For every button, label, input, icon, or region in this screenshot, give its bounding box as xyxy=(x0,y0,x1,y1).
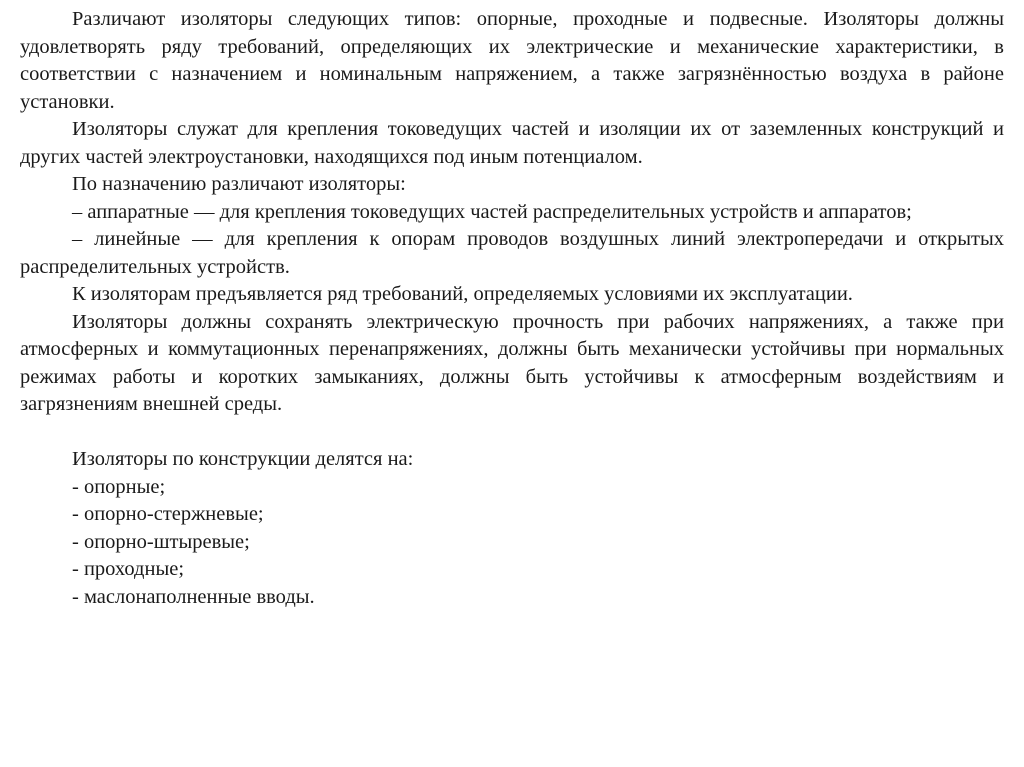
construction-item-support: - опорные; xyxy=(72,475,166,498)
paragraph-insulator-types: Различают изоляторы следующих типов: опорные, проходные и подвесные. Изоляторы должны удовлетворять ряду требований, определяющих их электрические и механические характеристики, в соответствии с назначением и номинальным напряжением, а также загрязнённостью воздуха в районе установки. xyxy=(20,8,1004,113)
construction-item-oil-filled: - маслонаполненные вводы. xyxy=(72,585,315,608)
construction-item-bushing: - проходные; xyxy=(72,558,185,580)
blank-line xyxy=(20,419,1004,447)
paragraph-insulator-purpose: Изоляторы служат для крепления токоведущих частей и изоляции их от заземленных конструкций и других частей электроустановки, находящихся под иным потенциалом. xyxy=(20,118,1004,168)
paragraph-requirements-intro: К изоляторам предъявляется ряд требований, определяемых условиями их эксплуатации. xyxy=(72,283,853,305)
list-item-linear: – линейные — для крепления к опорам проводов воздушных линий электропередачи и открытых распределительных устройств. xyxy=(20,228,1004,278)
construction-item-support-rod: - опорно-стержневые; xyxy=(72,503,264,525)
paragraph-classification-intro: По назначению различают изоляторы: xyxy=(72,173,406,195)
list-item-apparatus: – аппаратные — для крепления токоведущих частей распределительных устройств и аппаратов; xyxy=(72,200,912,223)
paragraph-requirements-detail: Изоляторы должны сохранять электрическую прочность при рабочих напряжениях, а также при атмосферных и коммутационных перенапряжениях, должны быть механически устойчивы при нормальных режимах работы и коротких замыканиях, должны быть устойчивы к атмосферным воздействиям и загрязнениям внешней среды. xyxy=(20,310,1004,415)
construction-heading: Изоляторы по конструкции делятся на: xyxy=(72,448,414,470)
construction-item-support-pin: - опорно-штыревые; xyxy=(72,530,250,553)
document-page xyxy=(20,6,1004,611)
